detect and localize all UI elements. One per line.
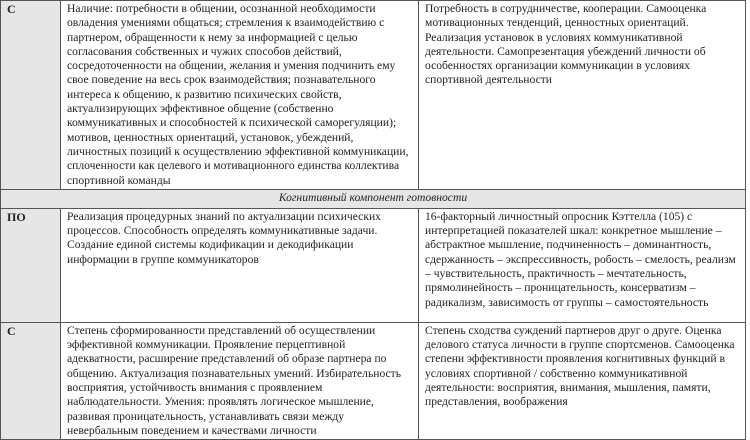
diagnostic-cell: Степень сходства суждений партнеров друг о друге. Оценка делового статуса личности в группе спортсменов. Самооценка степени эффективности проявления когнитивных функций в условиях спортивной / собственно коммуникативной деятельности: восприятия, внимания, мышления, памяти, представления, воображения: [419, 322, 746, 439]
diagnostic-cell: 16-факторный личностный опросник Кэттелла (105) с интерпретацией показателей шкал: конкретное мышление – абстрактное мышление, подчиненность – доминантность, сдержанность – экспрессивность, робость – смелость, реализм – чувствительность, практичность – мечтательность, прямолинейность – проницательность, консерватизм – радикализм, зависимость от группы – самостоятельность: [419, 208, 746, 322]
diagnostic-cell: Потребность в сотрудничестве, кооперации. Самооценка мотивационных тенденций, ценностных ориентаций. Реализация установок в условиях коммуникативной деятельности. Самопрезентация убеждений личности об особенностях организации коммуникации в условиях спортивной деятельности: [419, 1, 746, 190]
indicator-cell: Реализация процедурных знаний по актуализации психических процессов. Способность определять коммуникативные задачи. Создание единой системы кодификации и декодификации информации в группе коммуникаторов: [61, 208, 419, 322]
row-code-cell: ПО: [1, 208, 61, 322]
indicator-cell: Степень сформированности представлений об осуществлении эффективной коммуникации. Проявление перцептивной адекватности, расширение представлений об образе партнера по общению. Актуализация познавательных умений. Избирательность восприятия, устойчивость внимания с проявлением наблюдательности. Умения: проявлять логическое мышление, развивая проницательность, устанавливать связи между невербальным поведением и качествами личности: [61, 322, 419, 439]
section-header-cognitive: Когнитивный компонент готовности: [1, 189, 746, 208]
row-code-cell: С: [1, 1, 61, 190]
table-row: [1, 1, 746, 190]
section-header-row: [1, 189, 746, 208]
row-code-cell: С: [1, 322, 61, 439]
table-row: [1, 208, 746, 322]
table-row: [1, 322, 746, 439]
indicator-cell: Наличие: потребности в общении, осознанной необходимости овладения умениями общаться; стремления к взаимодействию с партнером, обращенности к нему за информацией с целью согласования собственных и чужих способов действий, сосредоточенности на общении, желания и умения подчинить ему свое поведение на весь срок взаимодействия; познавательного интереса к общению, к развитию психических свойств, актуализирующих эффективное общение (собственно коммуникативных и способностей к психической саморегуляции); мотивов, ценностных ориентаций, установок, убеждений, личностных позиций к осуществлению эффективной коммуникации, сплоченности как целевого и мотивационного единства коллектива спортивной команды: [61, 1, 419, 190]
